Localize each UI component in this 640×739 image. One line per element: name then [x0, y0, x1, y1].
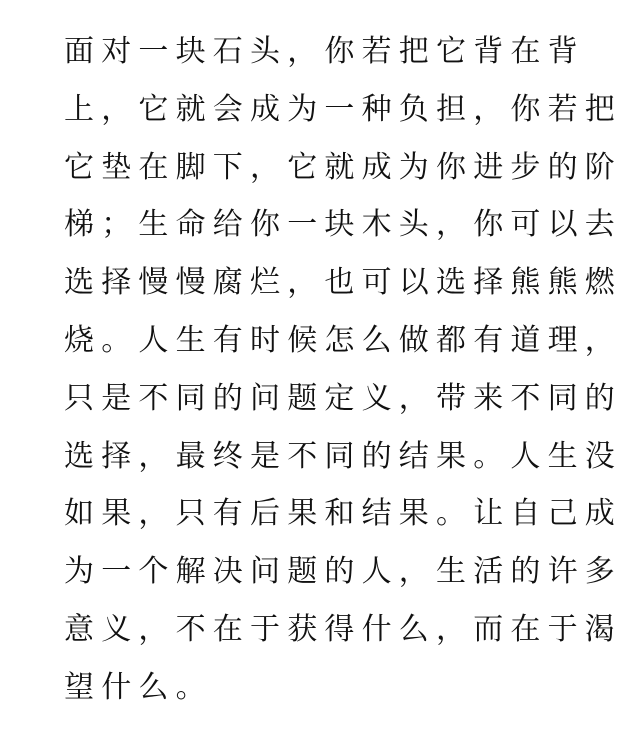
text-line: 烧。人生有时候怎么做都有道理， [64, 322, 622, 358]
text-line: 只是不同的问题定义，带来不同的 [64, 380, 622, 416]
text-line: 它垫在脚下，它就成为你进步的阶 [64, 149, 622, 185]
text-line: 如果，只有后果和结果。让自己成 [64, 496, 622, 532]
text-line: 面对一块石头，你若把它背在背 [64, 34, 585, 69]
article-text [64, 23, 622, 717]
text-line: 望什么。 [64, 669, 213, 705]
text-line: 为一个解决问题的人，生活的许多 [64, 554, 622, 590]
text-line: 梯；生命给你一块木头，你可以去 [64, 207, 622, 243]
text-line: 上，它就会成为一种负担，你若把 [64, 91, 622, 127]
text-line: 意义，不在于获得什么，而在于渴 [64, 611, 622, 647]
text-line: 选择，最终是不同的结果。人生没 [64, 438, 622, 474]
text-line: 选择慢慢腐烂，也可以选择熊熊燃 [64, 265, 622, 301]
